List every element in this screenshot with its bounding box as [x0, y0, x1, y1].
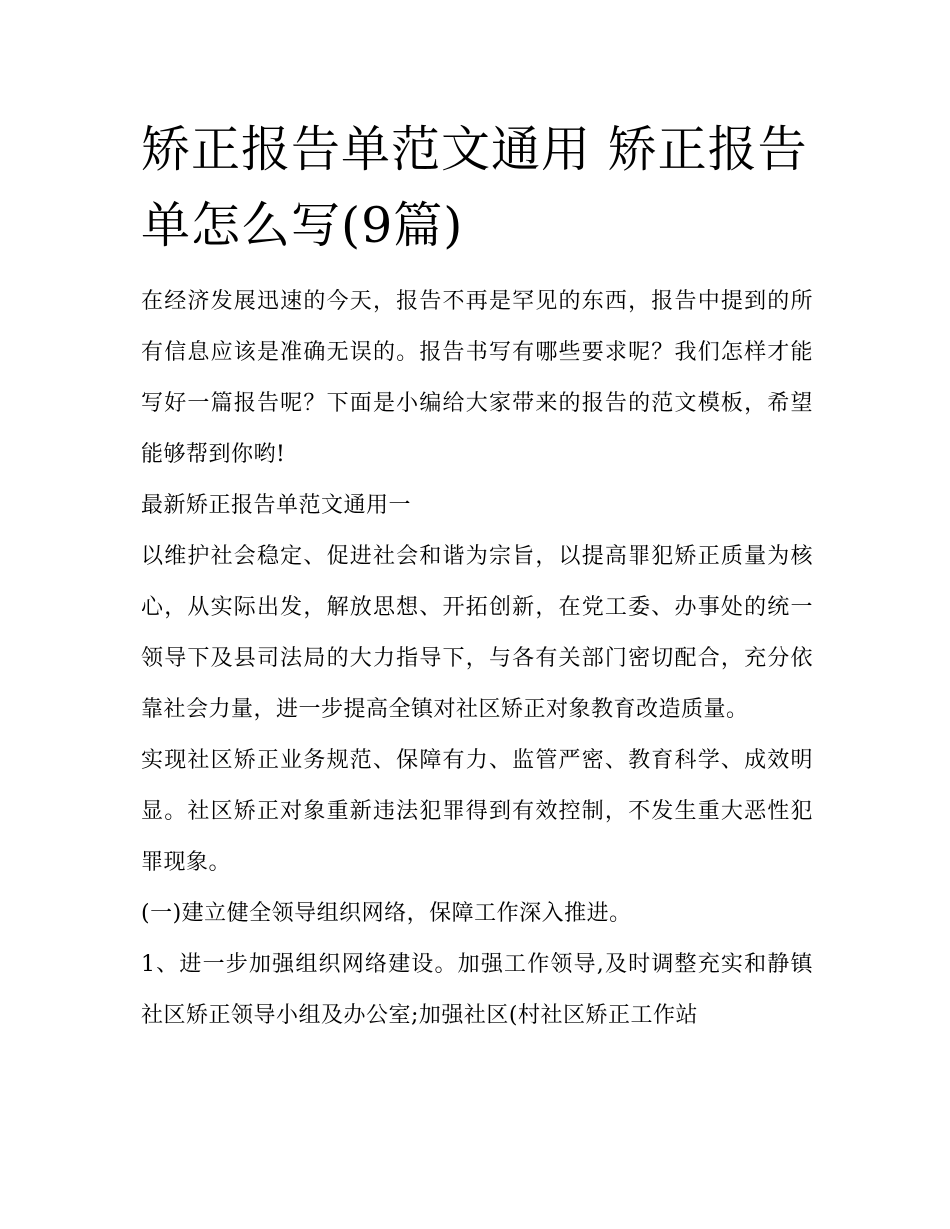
- subsection-heading: (一)建立健全领导组织网络，保障工作深入推进。: [141, 901, 632, 926]
- body-paragraph: 以维护社会稳定、促进社会和谐为宗旨，以提高罪犯矫正质量为核心，从实际出发，解放思想、开拓创新，在党工委、办事处的统一领导下及县司法局的大力指导下，与各有关部门密切配合，充分依靠社会力量，进一步提高全镇对社区矫正对象教育改造质量。: [141, 544, 813, 722]
- body-paragraph: 实现社区矫正业务规范、保障有力、监管严密、教育科学、成效明显。社区矫正对象重新违法犯罪得到有效控制，不发生重大恶性犯罪现象。: [141, 748, 813, 875]
- body-paragraph: 1、进一步加强组织网络建设。加强工作领导,及时调整充实和静镇社区矫正领导小组及办公室;加强社区(村社区矫正工作站: [141, 952, 813, 1028]
- intro-paragraph: 在经济发展迅速的今天，报告不再是罕见的东西，报告中提到的所有信息应该是准确无误的。报告书写有哪些要求呢？我们怎样才能写好一篇报告呢？下面是小编给大家带来的报告的范文模板，希望能够帮到你哟!: [141, 289, 813, 467]
- document-title: 矫正报告单范文通用 矫正报告单怎么写(9篇): [141, 121, 808, 254]
- document-body: [141, 112, 813, 1041]
- section-heading: 最新矫正报告单范文通用一: [141, 493, 412, 518]
